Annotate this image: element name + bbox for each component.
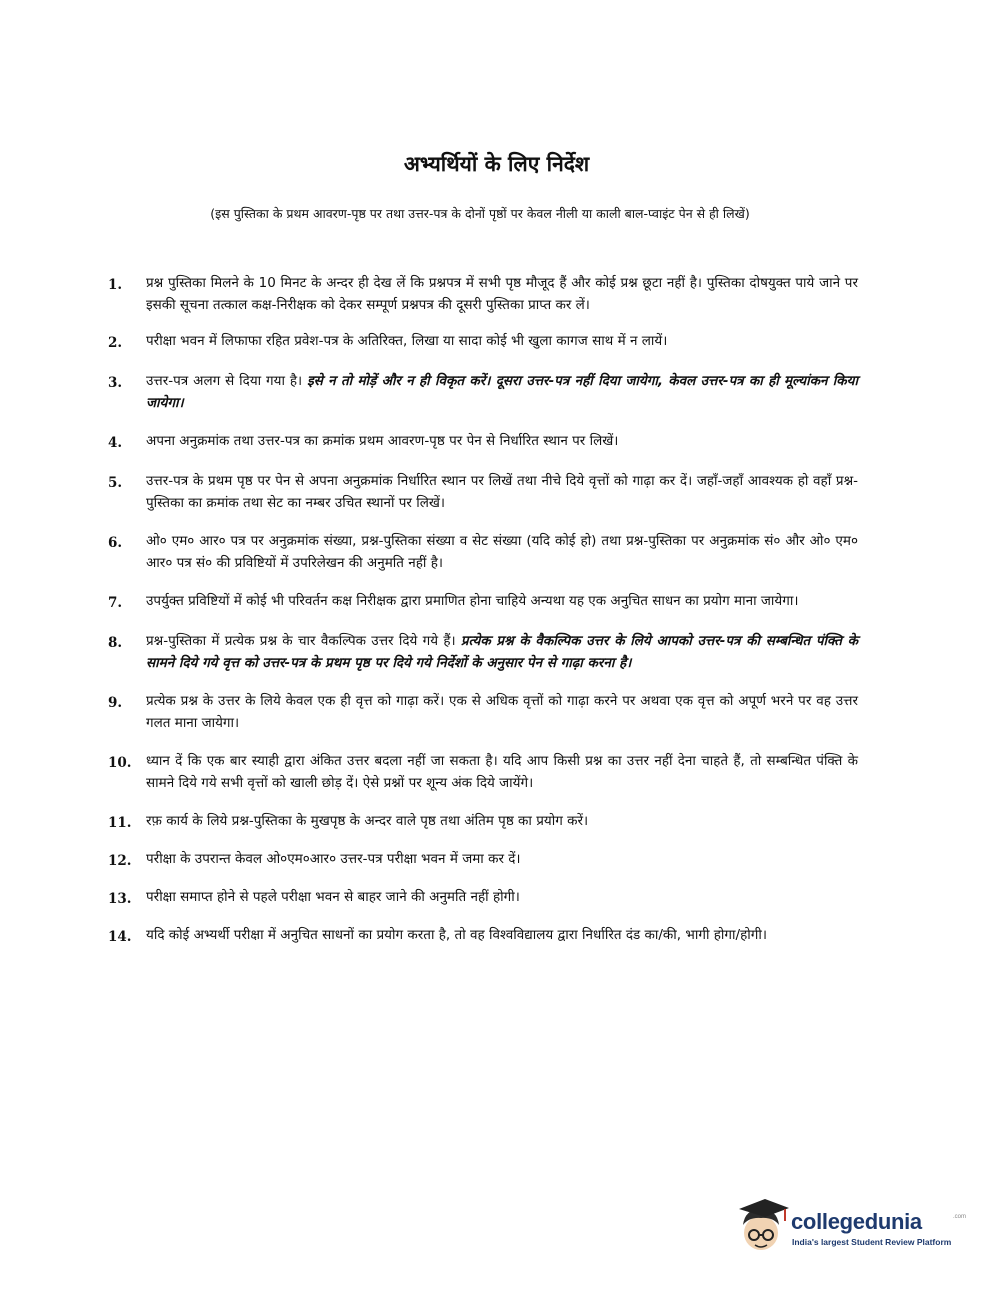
instruction-item: [108, 330, 858, 354]
instruction-text: [146, 690, 858, 734]
instruction-number: 8.: [108, 635, 123, 651]
instruction-body: अपना अनुक्रमांक तथा उत्तर-पत्र का क्रमांक प्रथम आवरण-पृष्ठ पर पेन से निर्धारित स्थान पर लिखें।: [146, 433, 619, 449]
instruction-body: यदि कोई अभ्यर्थी परीक्षा में अनुचित साधनों का प्रयोग करता है, तो वह विश्वविद्यालय द्वारा निर्धारित दंड का/की, भागी होगा/होगी।: [146, 927, 767, 943]
instruction-item: [108, 590, 858, 614]
page-title: अभ्यर्थियों के लिए निर्देश: [403, 152, 590, 176]
instruction-item: [108, 530, 858, 574]
instruction-item: [108, 430, 858, 454]
instruction-number: 14.: [108, 929, 132, 945]
instruction-body: प्रश्न-पुस्तिका में प्रत्येक प्रश्न के चार वैकल्पिक उत्तर दिये गये हैं।: [146, 633, 456, 649]
instruction-text: [146, 530, 858, 574]
instruction-item: [108, 630, 858, 674]
instruction-body: परीक्षा समाप्त होने से पहले परीक्षा भवन से बाहर जाने की अनुमति नहीं होगी।: [146, 889, 520, 905]
instruction-emphasis: प्रत्येक प्रश्न के वैकल्पिक उत्तर के लिये आपको उत्तर-पत्र की सम्बन्धित पंक्ति के सामने दिये गये वृत्त को उत्तर-पत्र के प्रथम पृष्ठ पर दिये गये निर्देशों के अनुसार पेन से गाढ़ा करना है।: [146, 633, 858, 671]
instruction-number: 6.: [108, 535, 123, 551]
brand-name: collegedunia: [791, 1209, 922, 1234]
instruction-item: [108, 848, 858, 872]
instruction-text: [146, 886, 858, 908]
instruction-item: [108, 810, 858, 834]
instruction-item: [108, 470, 858, 514]
instruction-item: [108, 690, 858, 734]
instruction-item: [108, 272, 858, 316]
subtitle: (इस पुस्तिका के प्रथम आवरण-पृष्ठ पर तथा उत्तर-पत्र के दोनों पृष्ठों पर केवल नीली या काली बाल-प्वाइंट पेन से ही लिखें): [210, 206, 750, 221]
instruction-item: [108, 886, 858, 910]
collegedunia-logo-icon: [735, 1195, 791, 1261]
instruction-number: 1.: [108, 277, 123, 293]
brand-tagline: India's largest Student Review Platform: [792, 1237, 952, 1247]
instruction-body: उपर्युक्त प्रविष्टियों में कोई भी परिवर्तन कक्ष निरीक्षक द्वारा प्रमाणित होना चाहिये अन्यथा यह एक अनुचित साधन का प्रयोग माना जायेगा।: [146, 593, 799, 609]
instruction-number: 9.: [108, 695, 123, 711]
instruction-text: [146, 848, 858, 870]
brand-watermark: [735, 1195, 965, 1265]
instruction-list: [108, 258, 858, 948]
instruction-number: 13.: [108, 891, 132, 907]
instruction-body: ओ० एम० आर० पत्र पर अनुक्रमांक संख्या, प्रश्न-पुस्तिका संख्या व सेट संख्या (यदि कोई हो) तथा प्रश्न-पुस्तिका पर अनुक्रमांक सं० और ओ० एम० आर० पत्र सं० की प्रविष्टियों में उपरिलेखन की अनुमति नहीं है।: [146, 533, 858, 571]
instruction-text: [146, 924, 858, 946]
instruction-body: परीक्षा भवन में लिफाफा रहित प्रवेश-पत्र के अतिरिक्त, लिखा या सादा कोई भी खुला कागज साथ में न लायें।: [146, 333, 668, 349]
instruction-text: [146, 470, 858, 514]
instruction-text: [146, 430, 858, 452]
instruction-body: उत्तर-पत्र अलग से दिया गया है।: [146, 373, 303, 389]
instruction-text: [146, 330, 858, 352]
instruction-number: 12.: [108, 853, 132, 869]
instruction-item: [108, 370, 858, 414]
instruction-text: [146, 810, 858, 832]
instruction-emphasis: इसे न तो मोड़ें और न ही विकृत करें। दूसरा उत्तर-पत्र नहीं दिया जायेगा, केवल उत्तर-पत्र का ही मूल्यांकन किया जायेगा।: [146, 373, 858, 411]
instruction-number: 3.: [108, 375, 123, 391]
brand-domain: .com: [953, 1214, 967, 1220]
instruction-number: 11.: [108, 815, 132, 831]
instruction-body: प्रश्न पुस्तिका मिलने के 10 मिनट के अन्दर ही देख लें कि प्रश्नपत्र में सभी पृष्ठ मौजूद हैं और कोई प्रश्न छूटा नहीं है। पुस्तिका दोषयुक्त पाये जाने पर इसकी सूचना तत्काल कक्ष-निरीक्षक को देकर सम्पूर्ण प्रश्नपत्र की दूसरी पुस्तिका प्राप्त कर लें।: [146, 275, 858, 313]
instruction-text: [146, 750, 858, 794]
instruction-body: उत्तर-पत्र के प्रथम पृष्ठ पर पेन से अपना अनुक्रमांक निर्धारित स्थान पर लिखें तथा नीचे दिये वृत्तों को गाढ़ा कर दें। जहाँ-जहाँ आवश्यक हो वहाँ प्रश्न-पुस्तिका का क्रमांक तथा सेट का नम्बर उचित स्थानों पर लिखें।: [146, 473, 858, 511]
instruction-body: परीक्षा के उपरान्त केवल ओ०एम०आर० उत्तर-पत्र परीक्षा भवन में जमा कर दें।: [146, 851, 521, 867]
instruction-number: 4.: [108, 435, 123, 451]
instruction-body: ध्यान दें कि एक बार स्याही द्वारा अंकित उत्तर बदला नहीं जा सकता है। यदि आप किसी प्रश्न का उत्तर नहीं देना चाहते हैं, तो सम्बन्धित पंक्ति के सामने दिये गये सभी वृत्तों को खाली छोड़ दें। ऐसे प्रश्नों पर शून्य अंक दिये जायेंगे।: [146, 753, 858, 791]
instruction-text: [146, 590, 858, 612]
instruction-text: [146, 272, 858, 316]
instruction-text: [146, 370, 858, 414]
instruction-number: 7.: [108, 595, 123, 611]
instruction-number: 5.: [108, 475, 123, 491]
instruction-item: [108, 924, 858, 948]
instruction-number: 10.: [108, 755, 132, 771]
instruction-body: रफ़ कार्य के लिये प्रश्न-पुस्तिका के मुखपृष्ठ के अन्दर वाले पृष्ठ तथा अंतिम पृष्ठ का प्रयोग करें।: [146, 813, 589, 829]
instruction-text: [146, 630, 858, 674]
instruction-item: [108, 750, 858, 794]
instruction-number: 2.: [108, 335, 123, 351]
instruction-body: प्रत्येक प्रश्न के उत्तर के लिये केवल एक ही वृत्त को गाढ़ा करें। एक से अधिक वृत्तों को गाढ़ा करने पर अथवा एक वृत्त को अपूर्ण भरने पर वह उत्तर गलत माना जायेगा।: [146, 693, 858, 731]
